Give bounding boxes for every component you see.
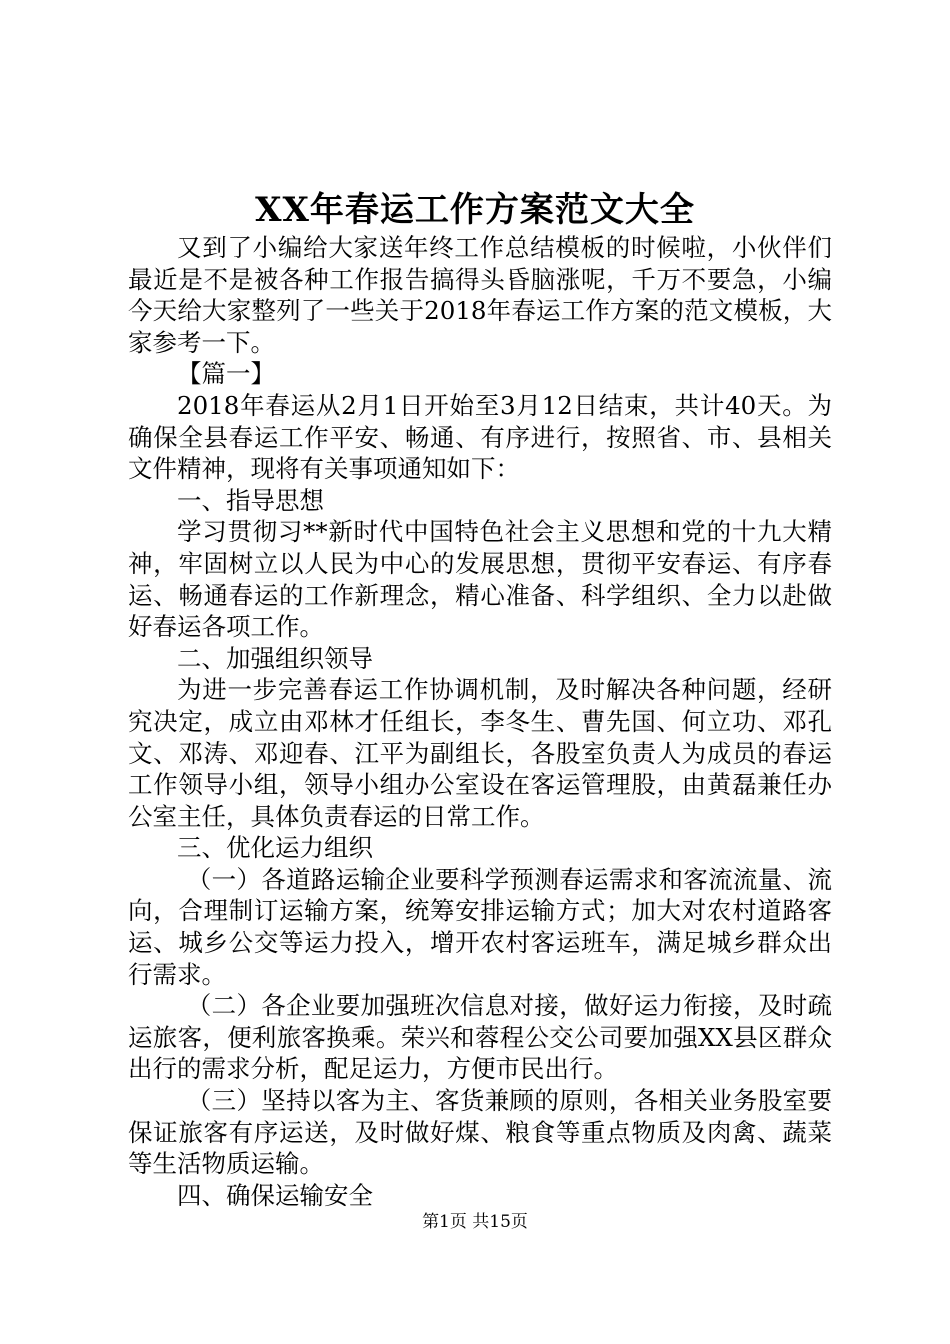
- section-marker: 【篇一】: [177, 359, 275, 389]
- organization-paragraph: 为进一步完善春运工作协调机制，及时解决各种问题，经研究决定，成立由邓林才任组长，李冬生、曹先国、何立功、邓孔文、邓涛、邓迎春、江平为副组长，各股室负责人为成员的春运工作领导小组，领导小组办公室设在客运管理股，由黄磊兼任办公室主任，具体负责春运的日常工作。: [128, 675, 832, 831]
- document-title: XX年春运工作方案范文大全: [255, 190, 695, 230]
- capacity-item-1: （一）各道路运输企业要科学预测春运需求和客流流量、流向，合理制订运输方案，统筹安排运输方式；加大对农村道路客运、城乡公交等运力投入，增开农村客运班车，满足城乡群众出行需求。: [128, 864, 832, 989]
- guiding-thought-paragraph: 学习贯彻习**新时代中国特色社会主义思想和党的十九大精神，牢固树立以人民为中心的发展思想，贯彻平安春运、有序春运、畅通春运的工作新理念，精心准备、科学组织、全力以赴做好春运各项工作。: [128, 517, 832, 642]
- heading-capacity: 三、优化运力组织: [177, 833, 373, 863]
- heading-guiding-thought: 一、指导思想: [177, 485, 324, 515]
- document-body: [128, 232, 832, 1211]
- capacity-item-2: （二）各企业要加强班次信息对接，做好运力衔接，及时疏运旅客，便利旅客换乘。荣兴和蓉程公交公司要加强XX县区群众出行的需求分析，配足运力，方便市民出行。: [128, 991, 832, 1084]
- heading-safety: 四、确保运输安全: [177, 1180, 373, 1210]
- overview-paragraph: 2018年春运从2月1日开始至3月12日结束，共计40天。为确保全县春运工作平安、畅通、有序进行，按照省、市、县相关文件精神，现将有关事项通知如下：: [128, 390, 832, 484]
- page-footer: 第1页 共15页: [422, 1212, 528, 1232]
- intro-paragraph: 又到了小编给大家送年终工作总结模板的时候啦，小伙伴们最近是不是被各种工作报告搞得头昏脑涨呢，千万不要急，小编今天给大家整列了一些关于2018年春运工作方案的范文模板，大家参考一下。: [128, 233, 832, 357]
- heading-organization: 二、加强组织领导: [177, 643, 373, 673]
- capacity-item-3: （三）坚持以客为主、客货兼顾的原则，各相关业务股室要保证旅客有序运送，及时做好煤、粮食等重点物质及肉禽、蔬菜等生活物质运输。: [128, 1086, 832, 1179]
